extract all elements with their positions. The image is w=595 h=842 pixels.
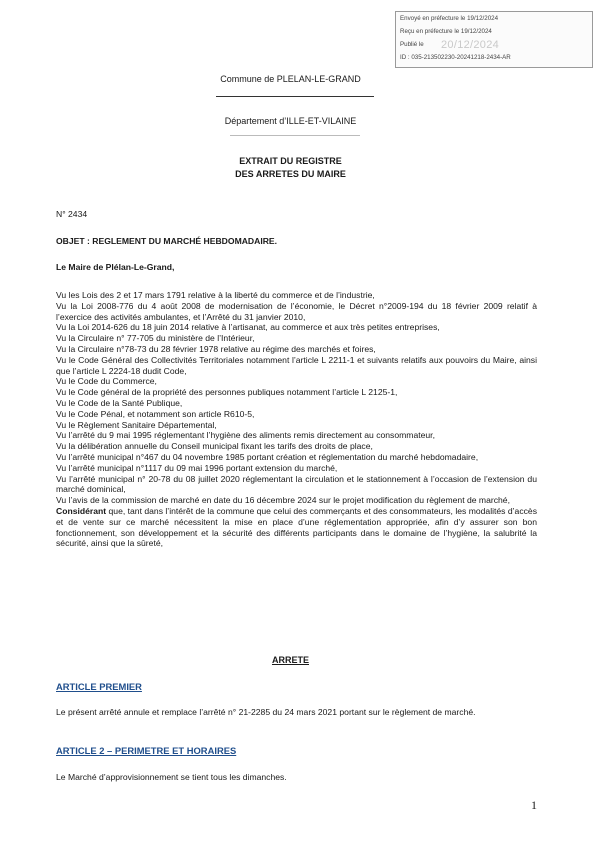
arrete-heading: ARRETE [271, 655, 309, 665]
vu-item: Vu la délibération annuelle du Conseil municipal fixant les tarifs des droits de place, [56, 441, 373, 452]
vu-item: Vu les Lois des 2 et 17 mars 1791 relative à la liberté du commerce et de l’industrie, [56, 290, 375, 300]
stamp-published-date: 20/12/2024 [441, 39, 500, 51]
stamp-received: Reçu en préfecture le 19/12/2024 [400, 28, 492, 35]
arrete-number: N° 2434 [56, 209, 88, 219]
article-1-title: ARTICLE PREMIER [56, 681, 142, 692]
vu-item: Vu l’arrêté municipal n° 20-78 du 08 juillet 2020 réglementant la circulation et le stationnement à l’occasion de l’extension du marché dominical, [56, 473, 537, 495]
objet-line: OBJET : REGLEMENT DU MARCHÉ HEBDOMADAIRE. [56, 236, 278, 246]
vu-item: Vu le Règlement Sanitaire Départemental, [56, 419, 217, 430]
stamp-sent: Envoyé en préfecture le 19/12/2024 [400, 15, 499, 22]
departement-name: Département d’ILLE-ET-VILAINE [224, 116, 357, 126]
considerant-label: Considérant [56, 505, 107, 516]
vu-item: Vu la Loi 2008-776 du 4 août 2008 de modernisation de l’économie, le Décret n°2009-194 du 18 février 2009 relatif à l’exercice des activités ambulantes, et l’Arrêté du 31 janvier 2010, [56, 300, 537, 322]
header-divider [216, 96, 374, 97]
considerant-text: que, tant dans l’intérêt de la commune que celui des commerçants et des consommateurs, les modalités d’accès et de vente sur ce marché nécessitent la mise en place d’une réglementation appropriée, afin d’y assurer son bon fonctionnement, son développement et la sécurité des différents participants dans le domaine de l’hygiène, la salubrité la sécurité, ainsi que la sûreté, [56, 505, 537, 549]
vu-item: Vu le Code Pénal, et notamment son article R610-5, [56, 408, 255, 419]
vu-item: Vu l’arrêté municipal n°1117 du 09 mai 1996 portant extension du marché, [56, 462, 338, 473]
vu-item: Vu l’arrêté du 9 mai 1995 réglementant l’hygiène des aliments remis directement au consommateur, [56, 430, 435, 441]
vu-item: Vu le Code de la Santé Publique, [56, 397, 183, 408]
vu-item: Vu le Code du Commerce, [56, 376, 157, 387]
vu-item: Vu le Code Général des Collectivités Territoriales notamment l’article L 2211-1 et suivants relatifs aux pouvoirs du Maire, ainsi que l’article L 2224-18 dudit Code, [56, 354, 537, 376]
vu-item: Vu l’arrêté municipal n°467 du 04 novembre 1985 portant création et réglementation du marché hebdomadaire, [56, 451, 479, 462]
prefecture-stamp [395, 11, 593, 68]
registre-subtitle: DES ARRETES DU MAIRE [235, 169, 346, 179]
vu-item: Vu le Code général de la propriété des personnes publiques notamment l’article L 2125-1, [56, 387, 398, 398]
vu-item: Vu la Loi 2014-626 du 18 juin 2014 relative à l’artisanat, au commerce et aux très petites entreprises, [56, 322, 440, 333]
stamp-id: ID : 035-213502230-20241218-2434-AR [400, 54, 511, 61]
commune-name: Commune de PLELAN-LE-GRAND [220, 74, 361, 84]
header-divider-light [230, 135, 360, 136]
page-number: 1 [531, 798, 537, 812]
vu-item: Vu l’avis de la commission de marché en date du 16 décembre 2024 sur le projet modification du règlement de marché, [56, 495, 510, 506]
article-2-title: ARTICLE 2 – PERIMETRE ET HORAIRES [56, 745, 237, 756]
vu-item: Vu la Circulaire n°78-73 du 28 février 1978 relative au régime des marchés et foires, [56, 343, 376, 354]
stamp-published-label: Publié le [400, 41, 424, 48]
maire-line: Le Maire de Plélan-Le-Grand, [56, 262, 175, 272]
vu-list [56, 290, 537, 549]
article-1-text: Le présent arrêté annule et remplace l’arrêté n° 21-2285 du 24 mars 2021 portant sur le règlement de marché. [56, 707, 476, 717]
vu-item: Vu la Circulaire n° 77-705 du ministère de l’Intérieur, [56, 333, 255, 344]
considerant-paragraph [56, 506, 537, 549]
registre-title: EXTRAIT DU REGISTRE [239, 156, 342, 166]
article-2-text: Le Marché d’approvisionnement se tient tous les dimanches. [56, 772, 287, 782]
